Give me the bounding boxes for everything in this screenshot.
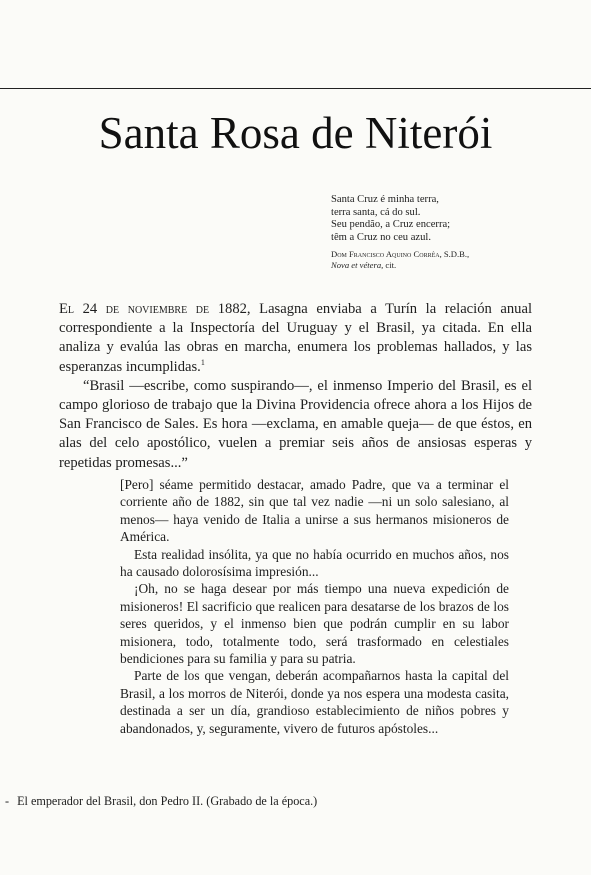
epigraph-line: terra santa, cá do sul. xyxy=(331,206,421,218)
quote-paragraph: Parte de los que vengan, deberán acompañarnos hasta la capital del Brasil, a los morros de Niterói, donde ya nos espera una modesta casita, destinada a ser un día, grandioso establecimiento de niños pobres y abandonados, y, seguramente, vivero de futuros apóstoles... xyxy=(120,668,509,736)
epigraph-line: têm a Cruz no ceu azul. xyxy=(331,231,432,243)
figure-caption xyxy=(5,794,585,809)
block-quote xyxy=(120,476,509,737)
epigraph-author: Dom Francisco Aquino Corrêa, S.D.B., xyxy=(331,249,470,260)
footnote-marker: 1 xyxy=(200,357,205,367)
paragraph-text: 1882, Lasagna enviaba a Turín la relación anual correspondiente a la Inspectoría del Uruguay y el Brasil, ya citada. En ella analiza y evalúa las obras en marcha, enumera los problemas hallados, y las esperanzas incumplidas. xyxy=(59,301,532,375)
epigraph-attribution xyxy=(331,249,541,271)
epigraph xyxy=(331,194,541,271)
body-text xyxy=(59,300,532,473)
quote-paragraph: ¡Oh, no se haga desear por más tiempo una nueva expedición de misioneros! El sacrificio que realicen para desatarse de los brazos de los seres queridos, y el inmenso bien que podrán cumplir en su labor misionera, todo, totalmente todo, será trasformado en celestiales bendiciones para su familia y para su patria. xyxy=(120,581,509,667)
epigraph-work-suffix: cit. xyxy=(383,260,397,271)
chapter-title: Santa Rosa de Niterói xyxy=(98,108,493,158)
epigraph-work: Nova et vétera, xyxy=(331,260,384,271)
caption-dash: - xyxy=(5,794,10,808)
opening-words: El 24 de noviembre de xyxy=(59,301,210,317)
quote-paragraph: [Pero] séame permitido destacar, amado Padre, que va a terminar el corriente año de 1882, sin que tal vez nadie —ni un solo salesiano, al menos— haya venido de Italia a unirse a sus hermanos misioneros de América. xyxy=(120,477,509,545)
header-rule xyxy=(0,88,591,89)
quote-paragraph: Esta realidad insólita, ya que no había ocurrido en muchos años, nos ha causado dolorosísima impresión... xyxy=(120,546,509,580)
epigraph-line: Santa Cruz é minha terra, xyxy=(331,194,439,205)
body-paragraph: “Brasil —escribe, como suspirando—, el inmenso Imperio del Brasil, es el campo glorioso de trabajo que la Divina Providencia ofrece ahora a los Hijos de San Francisco de Sales. Es hora —exclama, en amable queja— de que éstos, en alas del celo apostólico, vuelen a premiar seis años de ansiosas esperas y repetidas promesas...” xyxy=(59,377,532,471)
caption-text: El emperador del Brasil, don Pedro II. (Grabado de la época.) xyxy=(17,794,318,808)
epigraph-line: Seu pendão, a Cruz encerra; xyxy=(331,219,451,231)
body-paragraph xyxy=(59,300,532,377)
